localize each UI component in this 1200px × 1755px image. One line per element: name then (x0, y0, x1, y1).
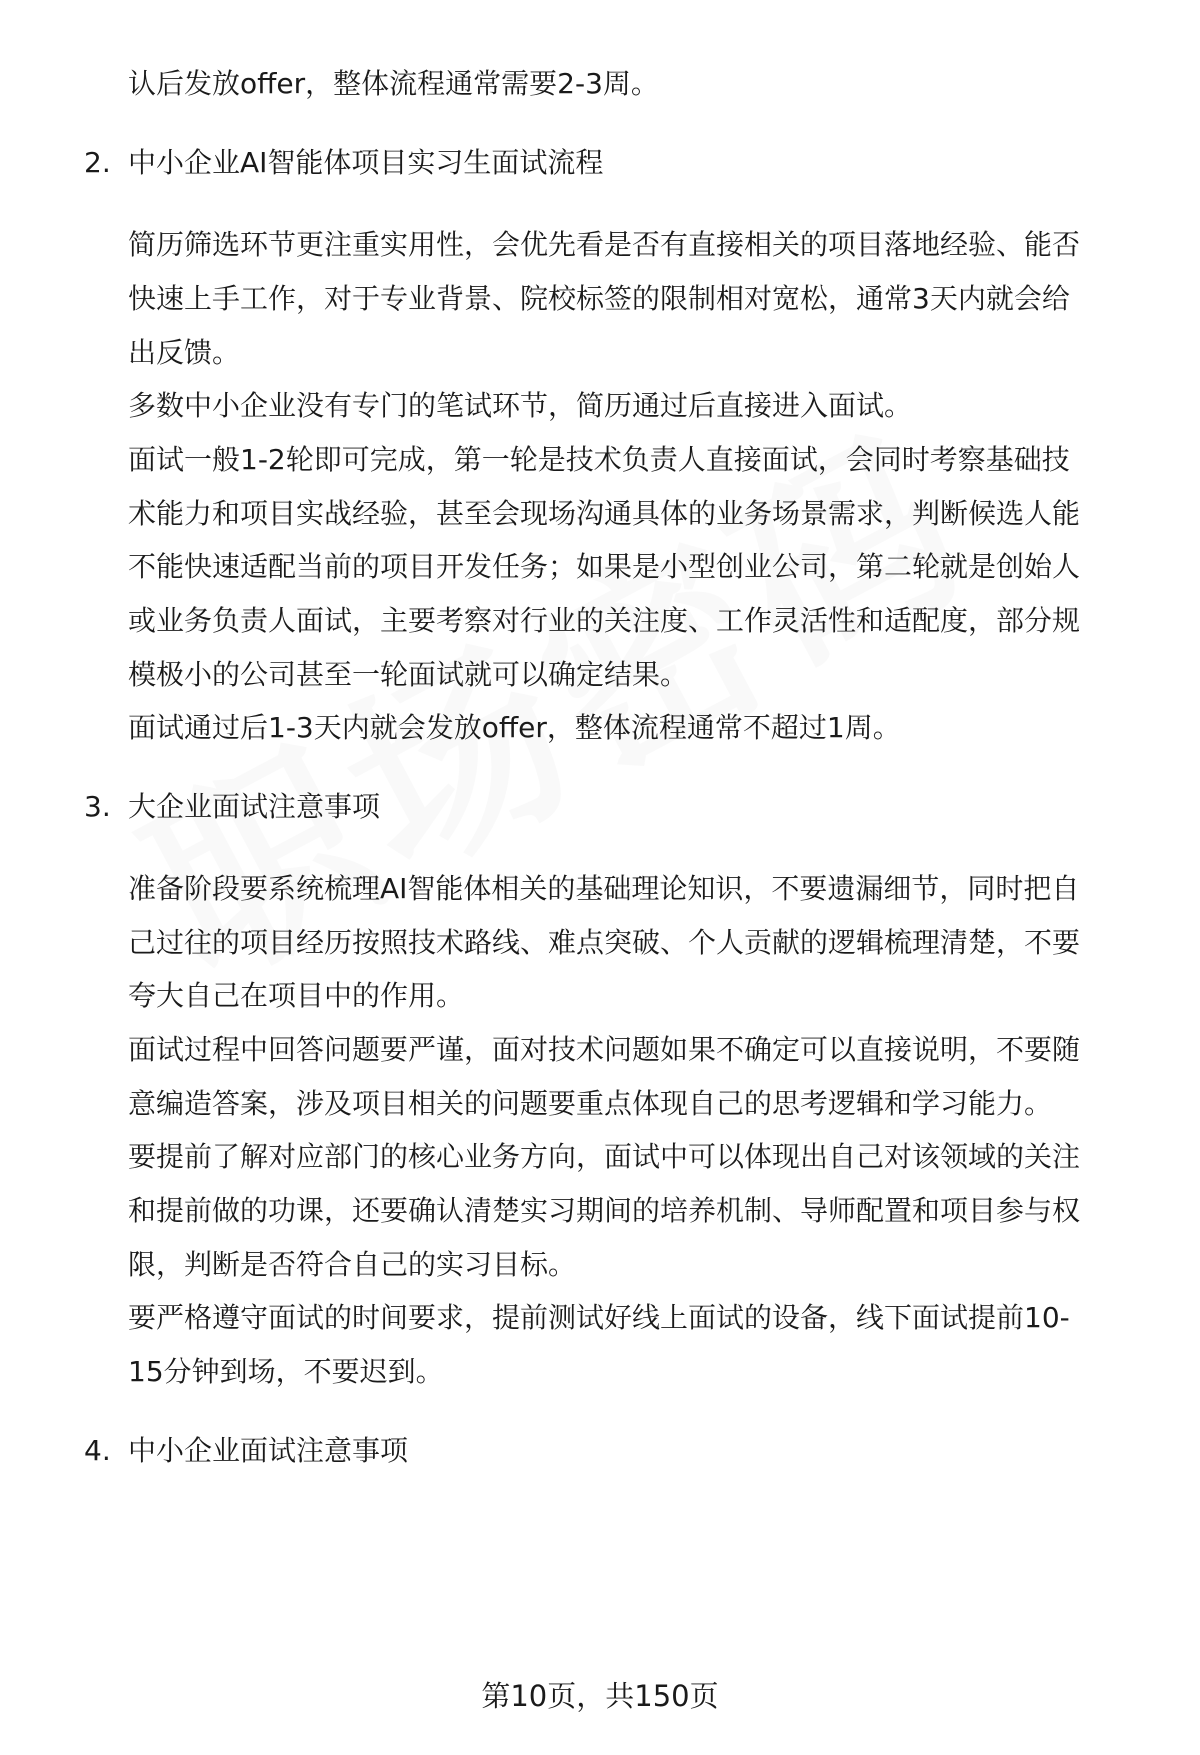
paragraph-line: 或业务负责人面试，主要考察对行业的关注度、工作灵活性和适配度，部分规 (128, 604, 1081, 637)
section-title: 中小企业AI智能体项目实习生面试流程 (128, 146, 604, 179)
paragraph-line: 意编造答案，涉及项目相关的问题要重点体现自己的思考逻辑和学习能力。 (128, 1087, 1053, 1120)
paragraph-line: 要严格遵守面试的时间要求，提前测试好线上面试的设备，线下面试提前10- (128, 1301, 1070, 1334)
paragraph-line: 出反馈。 (128, 336, 241, 369)
section-title: 中小企业面试注意事项 (128, 1434, 409, 1467)
paragraph-line: 模极小的公司甚至一轮面试就可以确定结果。 (128, 658, 689, 691)
section-number: 4. (84, 1434, 111, 1467)
paragraph-line: 己过往的项目经历按照技术路线、难点突破、个人贡献的逻辑梳理清楚，不要 (128, 926, 1081, 959)
paragraph-line: 术能力和项目实战经验，甚至会现场沟通具体的业务场景需求，判断候选人能 (128, 497, 1081, 530)
paragraph-line: 限，判断是否符合自己的实习目标。 (128, 1248, 577, 1281)
paragraph-line: 面试一般1-2轮即可完成，第一轮是技术负责人直接面试，会同时考察基础技 (128, 443, 1070, 476)
paragraph-line: 面试通过后1-3天内就会发放offer，整体流程通常不超过1周。 (128, 711, 901, 744)
paragraph-line: 快速上手工作，对于专业背景、院校标签的限制相对宽松，通常3天内就会给 (128, 282, 1070, 315)
section-number: 2. (84, 146, 111, 179)
paragraph-line: 多数中小企业没有专门的笔试环节，简历通过后直接进入面试。 (128, 389, 913, 422)
page-number-footer: 第10页，共150页 (481, 1679, 719, 1713)
paragraph-line: 和提前做的功课，还要确认清楚实习期间的培养机制、导师配置和项目参与权 (128, 1194, 1081, 1227)
paragraph-line: 15分钟到场，不要迟到。 (128, 1355, 444, 1388)
section-number: 3. (84, 790, 111, 823)
paragraph-line: 准备阶段要系统梳理AI智能体相关的基础理论知识，不要遗漏细节，同时把自 (128, 872, 1080, 905)
paragraph-line: 简历筛选环节更注重实用性，会优先看是否有直接相关的项目落地经验、能否 (128, 228, 1081, 261)
section-heading-4 (84, 1431, 408, 1471)
paragraph-line: 要提前了解对应部门的核心业务方向，面试中可以体现出自己对该领域的关注 (128, 1140, 1081, 1173)
section-title: 大企业面试注意事项 (128, 790, 381, 823)
paragraph-line: 夸大自己在项目中的作用。 (128, 979, 465, 1012)
paragraph-line: 认后发放offer，整体流程通常需要2-3周。 (128, 67, 659, 100)
section-heading-3 (84, 787, 380, 827)
paragraph-line: 不能快速适配当前的项目开发任务；如果是小型创业公司，第二轮就是创始人 (128, 550, 1081, 583)
section-heading-2 (84, 143, 603, 183)
paragraph-line: 面试过程中回答问题要严谨，面对技术问题如果不确定可以直接说明，不要随 (128, 1033, 1081, 1066)
